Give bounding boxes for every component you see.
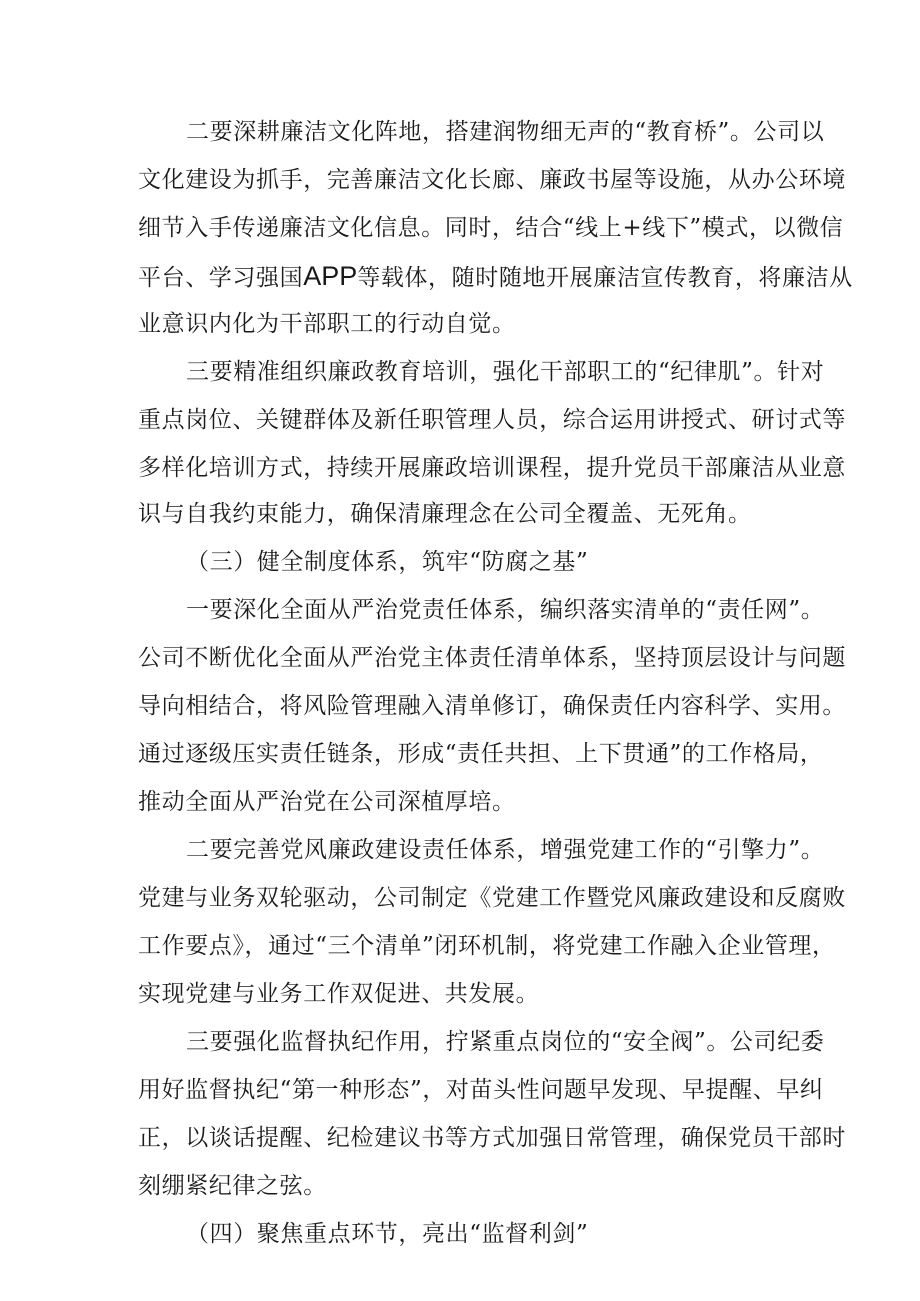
paragraph-line: 正，以谈话提醒、纪检建议书等方式加强日常管理，确保党员干部时 [138,1125,846,1151]
paragraph-line: 三要精准组织廉政教育培训，强化干部职工的“纪律肌”。针对 [186,359,825,385]
paragraph-line: 推动全面从严治党在公司深植厚培。 [138,789,516,815]
paragraph-line: 工作要点》，通过“三个清单”闭环机制，将党建工作融入企业管理， [138,933,836,959]
paragraph-line: 识与自我约束能力，确保清廉理念在公司全覆盖、无死角。 [138,501,752,527]
app-text: APP [303,261,358,291]
paragraph-line: 通过逐级压实责任链条，形成“责任共担、上下贯通”的工作格局， [138,741,824,767]
paragraph-line: 导向相结合，将风险管理融入清单修订，确保责任内容科学、实用。 [138,693,846,719]
section-heading: （三）健全制度体系，筑牢“防腐之基” [186,549,589,575]
paragraph-line: 二要完善党风廉政建设责任体系，增强党建工作的“引擎力”。 [186,837,825,863]
paragraph-line: 多样化培训方式，持续开展廉政培训课程，提升党员干部廉洁从业意 [138,455,846,481]
paragraph-line: 业意识内化为干部职工的行动自觉。 [138,311,516,337]
text-segment: 等载体，随时随地开展廉洁宣传教育，将廉洁从 [357,265,853,291]
paragraph-line: 党建与业务双轮驱动，公司制定《党建工作暨党风廉政建设和反腐败 [138,885,846,911]
paragraph-line: 实现党建与业务工作双促进、共发展。 [138,981,540,1007]
paragraph-line: 细节入手传递廉洁文化信息。同时，结合“线上+线下”模式，以微信 [138,215,844,241]
paragraph-line: 刻绷紧纪律之弦。 [138,1173,327,1199]
section-heading: （四）聚焦重点环节，亮出“监督利剑” [186,1221,589,1247]
paragraph-line-mixed [138,261,853,292]
paragraph-line: 用好监督执纪“第一种形态”，对苗头性问题早发现、早提醒、早纠 [138,1077,824,1103]
paragraph-line: 一要深化全面从严治党责任体系，编织落实清单的“责任网”。 [186,597,825,623]
paragraph-line: 文化建设为抓手，完善廉洁文化长廊、廉政书屋等设施，从办公环境 [138,167,846,193]
paragraph-line: 三要强化监督执纪作用，拧紧重点岗位的“安全阀”。公司纪委 [186,1029,825,1055]
paragraph-line: 二要深耕廉洁文化阵地，搭建润物细无声的“教育桥”。公司以 [186,119,825,145]
paragraph-line: 公司不断优化全面从严治党主体责任清单体系，坚持顶层设计与问题 [138,645,846,671]
text-segment: 平台、学习强国 [138,265,304,291]
paragraph-line: 重点岗位、关键群体及新任职管理人员，综合运用讲授式、研讨式等 [138,407,846,433]
